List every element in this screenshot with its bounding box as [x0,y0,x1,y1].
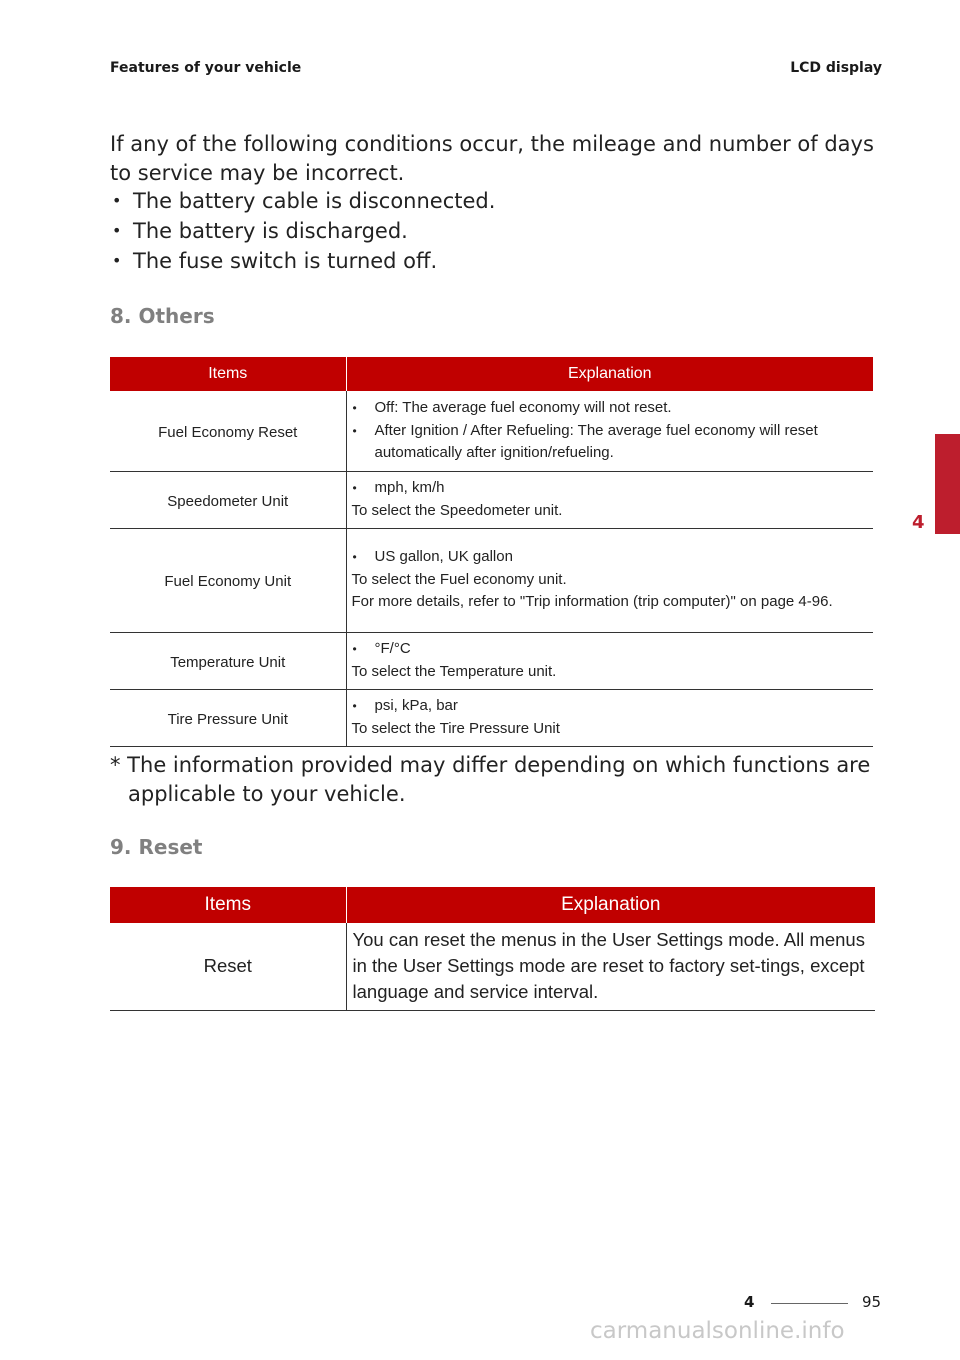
watermark: carmanualsonline.info [590,1318,845,1344]
explanation-bullet: • Off: The average fuel economy will not reset. [352,397,868,420]
list-item: • The battery cable is disconnected. [110,186,495,216]
chapter-tab [935,434,960,534]
column-header-explanation: Explanation [346,887,875,923]
item-cell: Tire Pressure Unit [110,689,346,746]
table-header-row [110,357,873,391]
column-header-items: Items [110,887,346,923]
footer-page-number: 95 [862,1293,882,1311]
table-header-row [110,887,875,923]
intro-paragraph [110,130,880,188]
footer-divider [771,1303,848,1304]
explanation-text: To select the Tire Pressure Unit [351,719,560,737]
explanation-bullet: • After Ignition / After Refueling: The average fuel economy will reset automatically after ignition/refueling. [352,420,868,465]
intro-bullet-list [110,186,495,276]
table-row [110,471,873,528]
item-cell: Fuel Economy Reset [110,391,346,471]
explanation-text: To select the Temperature unit. [351,662,557,680]
explanation-cell [346,632,873,689]
explanation-cell: You can reset the menus in the User Settings mode. All menus in the User Settings mode are reset to factory set-tings, except language and service interval. [346,923,875,1010]
footnote-line: * The information provided may differ depending on which functions are [110,753,871,777]
explanation-cell [346,471,873,528]
item-cell: Reset [110,923,346,1010]
footnote-line: applicable to your vehicle. [128,782,406,806]
explanation-cell [346,528,873,632]
footnote [110,751,890,809]
others-table [110,357,873,747]
intro-text: If any of the following conditions occur, the mileage and number of days to service may be incorrect. [110,132,874,185]
explanation-bullet: • US gallon, UK gallon [352,546,868,569]
running-header-left: Features of your vehicle [110,60,302,76]
explanation-bullet: • °F/°C [352,638,868,661]
table-row [110,528,873,632]
explanation-bullet: • psi, kPa, bar [352,695,868,718]
column-header-items: Items [110,357,346,391]
explanation-bullet: • mph, km/h [352,477,868,500]
section-title-reset: 9. Reset [110,835,203,859]
explanation-cell [346,689,873,746]
item-cell: Temperature Unit [110,632,346,689]
table-row [110,391,873,471]
footer-chapter-number: 4 [744,1293,755,1311]
list-item: • The battery is discharged. [110,216,495,246]
table-row [110,923,875,1010]
table-row [110,689,873,746]
item-cell: Fuel Economy Unit [110,528,346,632]
explanation-cell [346,391,873,471]
list-item: • The fuse switch is turned off. [110,246,495,276]
explanation-text: To select the Speedometer unit. [351,501,563,519]
chapter-tab-number: 4 [912,512,925,533]
column-header-explanation: Explanation [346,357,873,391]
explanation-text: For more details, refer to "Trip information (trip computer)" on page 4-96. [351,593,833,611]
explanation-text: To select the Fuel economy unit. [351,570,567,588]
table-row [110,632,873,689]
running-header-right: LCD display [790,60,882,76]
reset-table [110,887,875,1011]
section-title-others: 8. Others [110,304,215,328]
item-cell: Speedometer Unit [110,471,346,528]
